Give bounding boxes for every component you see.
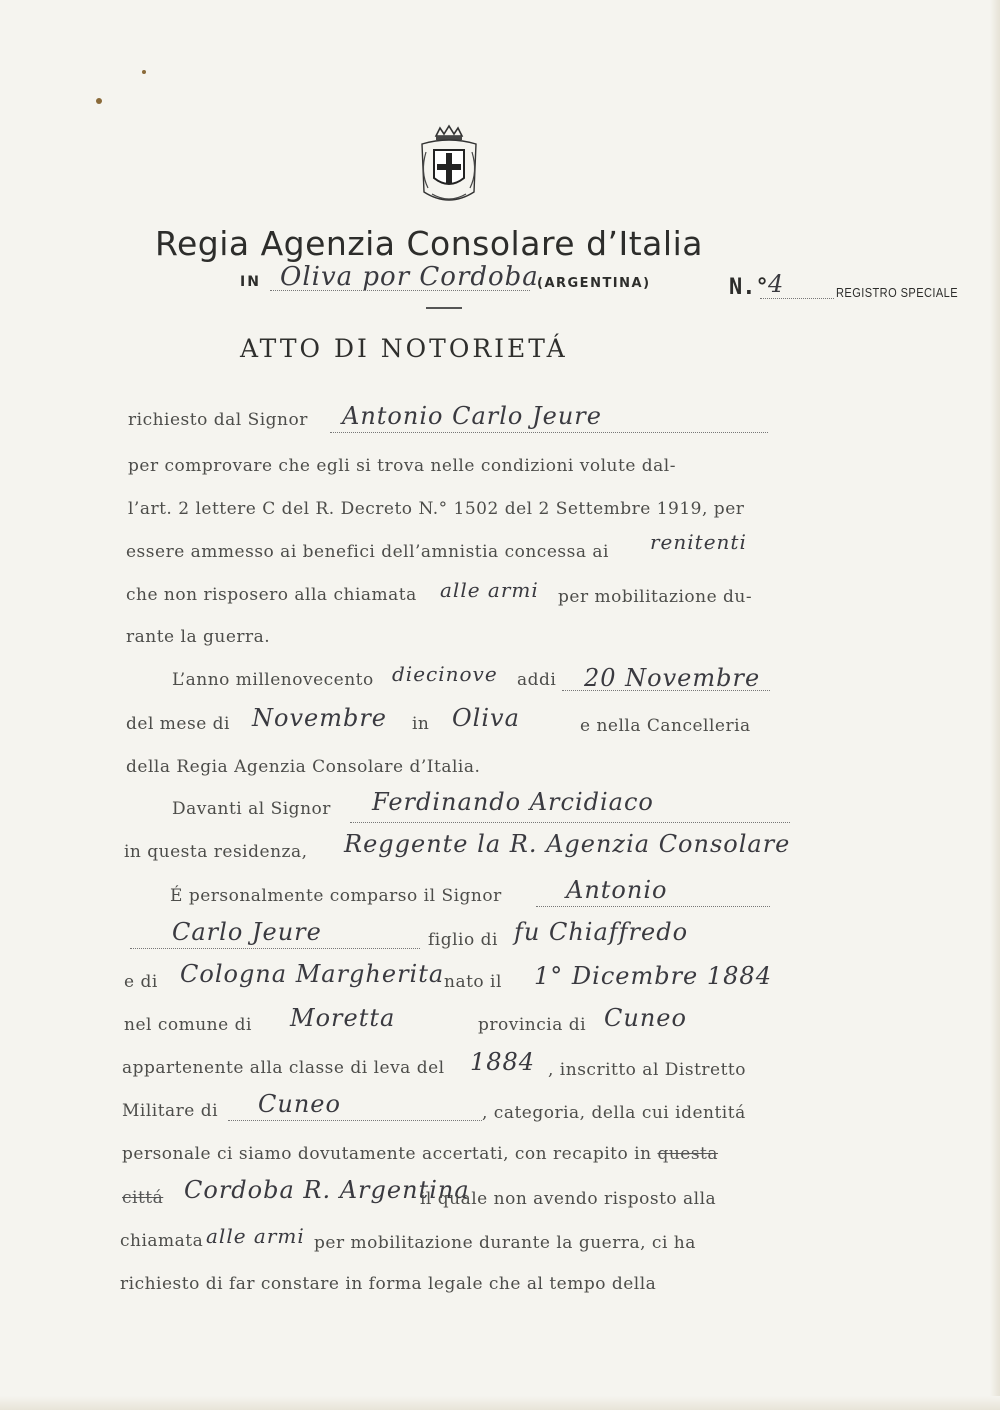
handwritten-entry: 20 Novembre — [584, 664, 761, 692]
body-line-continuation: in — [412, 714, 430, 734]
handwritten-entry: Novembre — [252, 704, 388, 732]
fill-line — [562, 690, 770, 691]
handwritten-entry: Cologna Margherita — [180, 960, 445, 988]
handwritten-entry: diecinove — [392, 662, 498, 686]
handwritten-entry: Moretta — [290, 1004, 396, 1032]
body-line: É personalmente comparso il Signor — [170, 886, 502, 906]
body-line: Militare di — [122, 1101, 219, 1121]
body-line-continuation: per mobilitazione durante la guerra, ci ha — [314, 1233, 696, 1253]
handwritten-entry: Antonio Carlo Jeure — [342, 402, 602, 430]
fill-line — [536, 906, 770, 907]
body-line: appartenente alla classe di leva del — [122, 1058, 445, 1078]
city-handwritten: Oliva por Cordoba — [280, 262, 539, 292]
country-label: (ARGENTINA) — [537, 276, 651, 291]
paper-spot — [96, 98, 102, 104]
body-line-continuation: , categoria, della cui identitá — [482, 1103, 746, 1123]
struck-text: cittá — [122, 1188, 164, 1208]
body-line: Davanti al Signor — [172, 799, 331, 819]
paper-spot — [142, 70, 146, 74]
handwritten-entry: 1° Dicembre 1884 — [534, 962, 772, 990]
page-edge-shadow-bottom — [0, 1396, 1000, 1410]
body-line: del mese di — [126, 714, 230, 734]
body-line: chiamata — [120, 1231, 204, 1251]
handwritten-entry: Carlo Jeure — [172, 918, 322, 946]
body-line-continuation: , inscritto al Distretto — [548, 1060, 746, 1080]
register-label: REGISTRO SPECIALE — [836, 285, 959, 300]
body-line-continuation: per mobilitazione du- — [558, 587, 753, 607]
number-dotted-line — [760, 298, 834, 299]
body-line: L’anno millenovecento — [172, 670, 374, 690]
printed-text: personale ci siamo dovutamente accertati, con recapito in — [122, 1144, 652, 1164]
handwritten-entry: Antonio — [566, 876, 668, 904]
handwritten-entry: Ferdinando Arcidiaco — [372, 788, 654, 816]
handwritten-entry: 1884 — [470, 1048, 536, 1076]
body-line-continuation: provincia di — [478, 1015, 587, 1035]
struck-text: questa — [657, 1144, 719, 1164]
body-line — [122, 1144, 718, 1164]
body-line-continuation: il quale non avendo risposto alla — [420, 1189, 717, 1209]
body-line: l’art. 2 lettere C del R. Decreto N.° 1502 del 2 Settembre 1919, per — [128, 499, 745, 519]
royal-coat-of-arms-icon — [414, 122, 484, 210]
body-line: rante la guerra. — [126, 627, 271, 647]
handwritten-entry: Cuneo — [258, 1090, 341, 1118]
body-line — [128, 410, 308, 430]
printed-text: richiesto dal Signor — [128, 410, 308, 430]
register-number: 4 — [768, 270, 785, 298]
fill-line — [130, 948, 420, 949]
handwritten-entry: renitenti — [650, 530, 747, 554]
title-divider — [426, 307, 462, 309]
handwritten-entry: Cuneo — [604, 1004, 687, 1032]
body-line: che non risposero alla chiamata — [126, 585, 417, 605]
body-line-continuation: figlio di — [428, 930, 498, 950]
city-dotted-line — [270, 290, 530, 291]
number-label: N.° — [729, 275, 769, 300]
handwritten-entry: Reggente la R. Agenzia Consolare — [344, 830, 791, 858]
fill-line — [330, 432, 768, 433]
handwritten-entry: Cordoba R. Argentina — [184, 1176, 470, 1204]
fill-line — [350, 822, 790, 823]
body-line: in questa residenza, — [124, 842, 308, 862]
in-label: IN — [240, 274, 261, 290]
fill-line — [228, 1120, 482, 1121]
handwritten-entry: alle armi — [440, 578, 539, 602]
body-line-continuation: addi — [517, 670, 557, 690]
handwritten-entry: Oliva — [452, 704, 520, 732]
body-line: richiesto di far constare in forma legale che al tempo della — [120, 1274, 657, 1294]
body-line-continuation: nato il — [444, 972, 502, 992]
body-line-continuation: e nella Cancelleria — [580, 716, 751, 736]
body-line: nel comune di — [124, 1015, 252, 1035]
body-line: e di — [124, 972, 158, 992]
page-edge-shadow — [990, 0, 1000, 1410]
agency-title: Regia Agenzia Consolare d’Italia — [155, 224, 703, 263]
body-line: della Regia Agenzia Consolare d’Italia. — [126, 757, 481, 777]
handwritten-entry: fu Chiaffredo — [514, 918, 689, 946]
document-title: ATTO DI NOTORIETÁ — [240, 334, 568, 363]
handwritten-entry: alle armi — [206, 1224, 305, 1248]
body-line: per comprovare che egli si trova nelle condizioni volute dal- — [128, 456, 676, 476]
body-line: essere ammesso ai benefici dell’amnistia concessa ai — [126, 542, 609, 562]
